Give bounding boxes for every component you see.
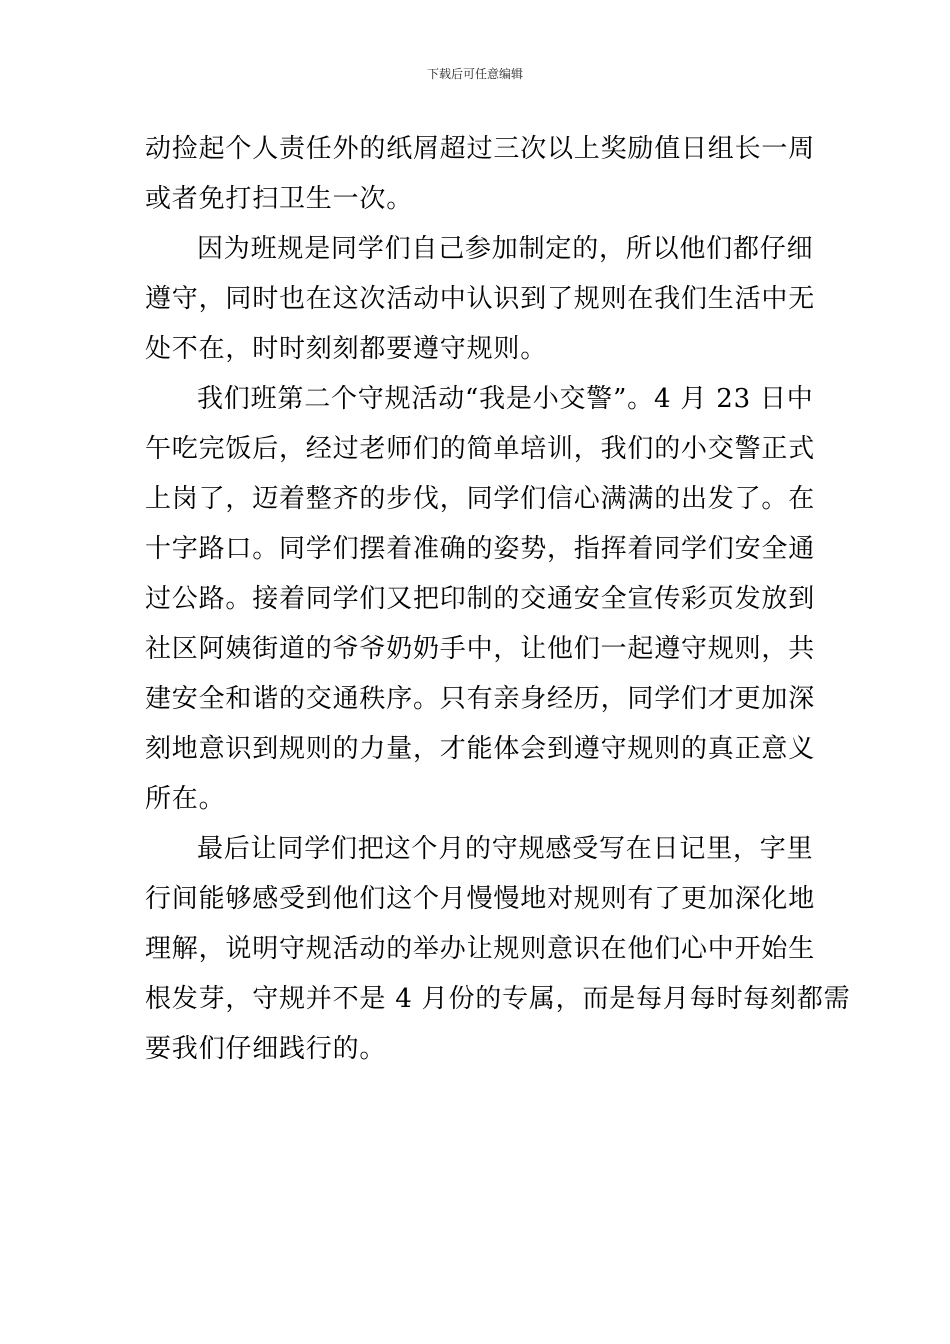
text-line: 午吃完饭后，经过老师们的简单培训，我们的小交警正式 xyxy=(145,434,816,464)
paragraph xyxy=(145,124,815,224)
text-line: 遵守，同时也在这次活动中认识到了规则在我们生活中无 xyxy=(145,284,816,314)
text-line: 所在。 xyxy=(145,784,226,814)
text-line: 因为班规是同学们自己参加制定的，所以他们都仔细 xyxy=(197,234,814,264)
text-line: 行间能够感受到他们这个月慢慢地对规则有了更加深化地 xyxy=(145,884,816,914)
text-line: 或者免打扫卫生一次。 xyxy=(145,184,414,214)
text-line: 理解，说明守规活动的举办让规则意识在他们心中开始生 xyxy=(145,934,816,964)
text-line: 上岗了，迈着整齐的步伐，同学们信心满满的出发了。在 xyxy=(145,484,816,514)
paragraph xyxy=(145,374,815,824)
text-line: 过公路。接着同学们又把印制的交通安全宣传彩页发放到 xyxy=(145,584,816,614)
text-line: 十字路口。同学们摆着准确的姿势，指挥着同学们安全通 xyxy=(145,534,816,564)
paragraph xyxy=(145,224,815,374)
document-body xyxy=(145,124,851,1074)
page-header: 下载后可任意编辑 xyxy=(426,67,523,81)
text-line: 要我们仔细践行的。 xyxy=(145,1034,387,1064)
text-line: 刻地意识到规则的力量，才能体会到遵守规则的真正意义 xyxy=(145,734,816,764)
text-line: 社区阿姨街道的爷爷奶奶手中，让他们一起遵守规则，共 xyxy=(145,634,816,664)
paragraph xyxy=(145,824,851,1074)
text-line: 处不在，时时刻刻都要遵守规则。 xyxy=(145,334,548,364)
text-line: 建安全和谐的交通秩序。只有亲身经历，同学们才更加深 xyxy=(145,684,816,714)
text-line: 动捡起个人责任外的纸屑超过三次以上奖励值日组长一周 xyxy=(145,134,816,164)
text-line: 根发芽，守规并不是 4 月份的专属，而是每月每时每刻都需 xyxy=(145,984,851,1014)
text-line: 最后让同学们把这个月的守规感受写在日记里，字里 xyxy=(197,834,814,864)
text-line: 我们班第二个守规活动“我是小交警”。4 月 23 日中 xyxy=(197,384,814,414)
